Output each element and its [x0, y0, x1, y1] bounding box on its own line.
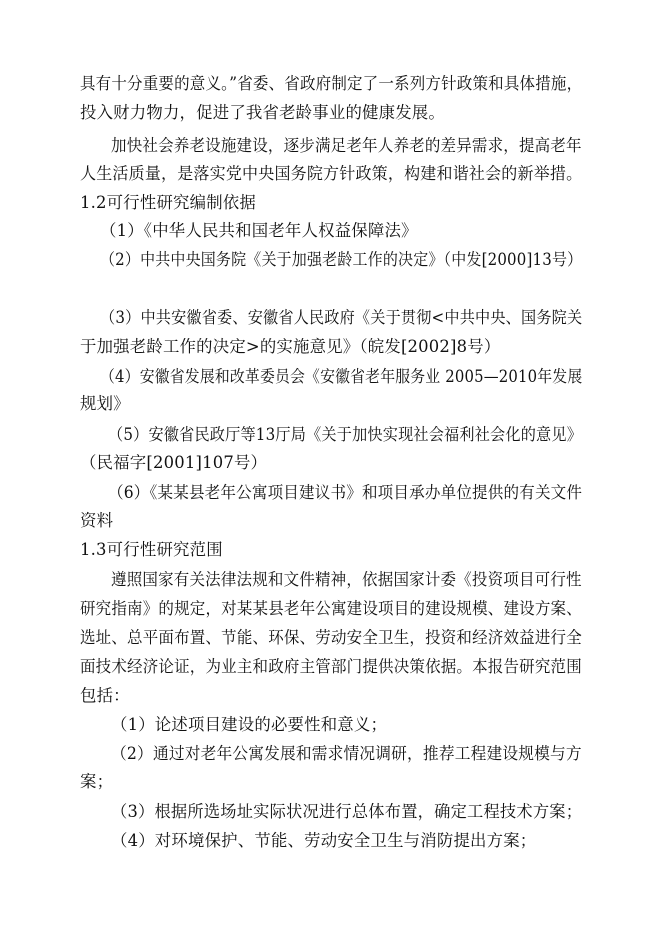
section-1-3-heading: 1.3可行性研究范围	[80, 540, 223, 559]
scope-item-2-line-1: （2）通过对老年公寓发展和需求情况调研，推荐工程建设规模与方	[111, 744, 582, 763]
basis-item-3-line-2: 于加强老龄工作的决定>的实施意见》（皖发[2002]8号）	[80, 337, 501, 356]
basis-item-4-line-2: 规划》	[80, 394, 130, 413]
basis-item-1: （1）《中华人民共和国老年人权益保障法》	[100, 221, 418, 240]
basis-item-6-line-1: （6）《某某县老年公寓项目建议书》和项目承办单位提供的有关文件	[108, 483, 583, 502]
basis-item-6-line-2: 资料	[80, 511, 114, 530]
basis-item-5-line-1: （5）安徽省民政厅等13厅局《关于加快实现社会福利社会化的意见》	[108, 425, 583, 444]
scope-body-line-4: 面技术经济论证，为业主和政府主管部门提供决策依据。本报告研究范围	[80, 657, 582, 676]
basis-item-5-line-2: （民福字[2001]107号）	[80, 453, 268, 472]
scope-item-2-line-2: 案；	[80, 772, 114, 791]
basis-item-2: （2）中共中央国务院《关于加强老龄工作的决定》（中发[2000]13号）	[100, 250, 583, 269]
scope-body-line-1: 遵照国家有关法律法规和文件精神，依据国家计委《投资项目可行性	[111, 570, 582, 589]
facilities-line-2: 人生活质量，是落实党中央国务院方针政策，构建和谐社会的新举措。	[80, 164, 583, 183]
intro-line-1: 具有十分重要的意义。”省委、省政府制定了一系列方针政策和具体措施，	[80, 74, 583, 93]
scope-item-3: （3）根据所选场址实际状况进行总体布置，确定工程技术方案；	[111, 802, 583, 821]
scope-body-line-3: 选址、总平面布置、节能、环保、劳动安全卫生，投资和经济效益进行全	[80, 628, 582, 647]
facilities-line-1: 加快社会养老设施建设，逐步满足老年人养老的差异需求，提高老年	[111, 136, 582, 155]
scope-item-1: （1）论述项目建设的必要性和意义；	[111, 715, 388, 734]
basis-item-4-line-1: （4）安徽省发展和改革委员会《安徽省老年服务业 2005—2010年发展	[100, 367, 583, 386]
scope-body-line-5: 包括：	[80, 686, 130, 705]
intro-line-2: 投入财力物力，促进了我省老龄事业的健康发展。	[80, 103, 445, 122]
basis-item-3-line-1: （3）中共安徽省委、安徽省人民政府《关于贯彻<中共中央、国务院关	[100, 308, 583, 327]
scope-item-4: （4）对环境保护、节能、劳动安全卫生与消防提出方案；	[111, 831, 537, 850]
scope-body-line-2: 研究指南》的规定，对某某县老年公寓建设项目的建设规模、建设方案、	[80, 599, 582, 618]
section-1-2-heading: 1.2可行性研究编制依据	[80, 193, 256, 212]
